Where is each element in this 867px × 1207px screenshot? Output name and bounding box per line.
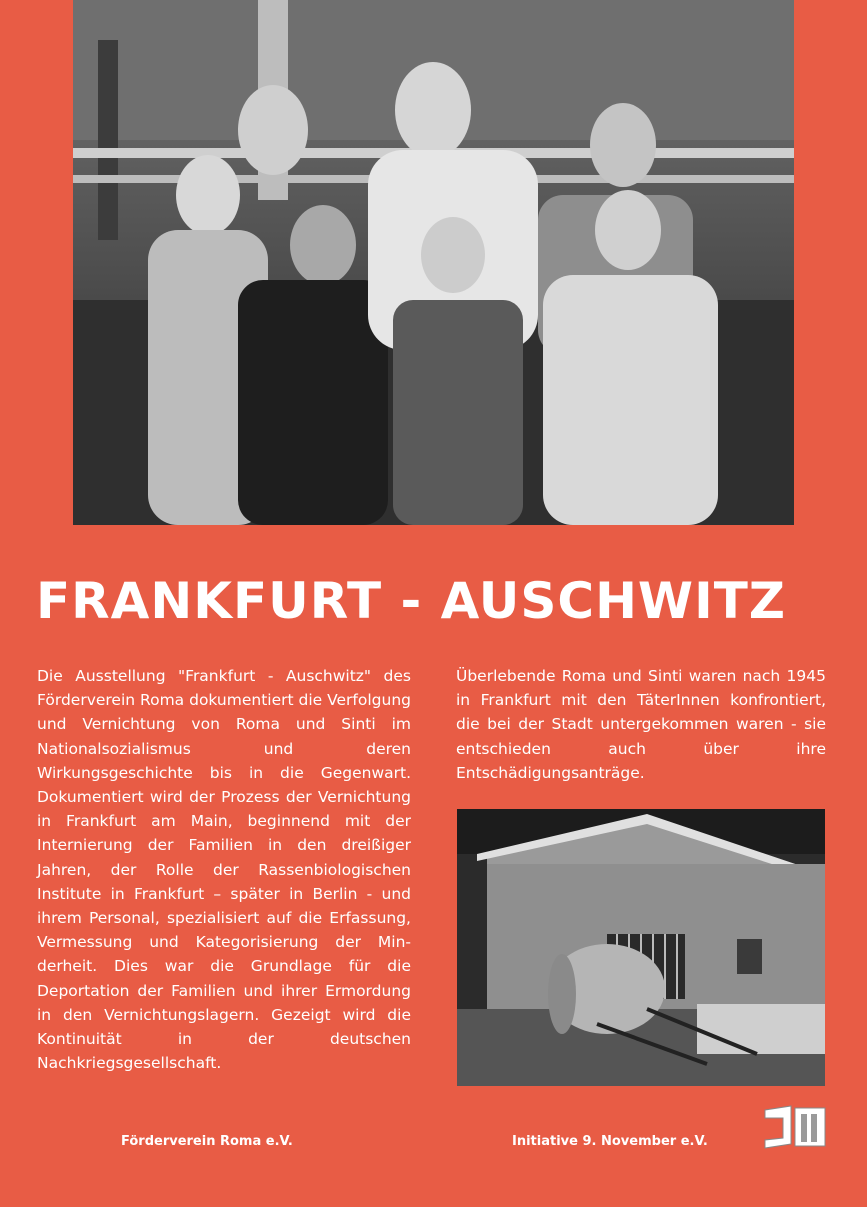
- building-photo: [457, 809, 825, 1086]
- page-title: FRANKFURT - AUSCHWITZ: [36, 572, 787, 630]
- historic-group-photo: [73, 0, 794, 525]
- exhibition-description: Die Ausstellung "Frankfurt - Auschwitz" des Förderverein Roma dokumentiert die Verfolgung und Vernichtung von Roma und Sinti im Nationalsozialismus und deren Wirkungsgeschichte bis in die Gegenwart. Dokumentiert wird der Prozess der Vernichtung in Frankfurt am Main, beginnend mit der Internierung der Familien in den dreißiger Jahren, der Rolle der Rassenbiologischen Institute in Frankfurt – später in Berlin - und ihrem Personal, spezialisiert auf die Erfassung, Vermessung und Kategorisierung der Minderheit. Dies war die Grundlage für die Deportation der Familien und ihrer Ermordung in den Vernichtungslagern. Gezeigt wird die Kontinuität in der deutschen Nachkriegsgesellschaft.: [37, 667, 411, 1073]
- footer-organization-right: Initiative 9. November e.V.: [512, 1134, 708, 1149]
- footer-organization-left: Förderverein Roma e.V.: [121, 1134, 293, 1149]
- initiative-logo-icon: [761, 1104, 829, 1150]
- survivors-text: Überlebende Roma und Sinti waren nach 1945 in Frankfurt mit den TäterInnen konfrontiert, die bei der Stadt untergekommen waren - sie entschieden auch über ihre Entschädigungsanträge.: [456, 667, 826, 782]
